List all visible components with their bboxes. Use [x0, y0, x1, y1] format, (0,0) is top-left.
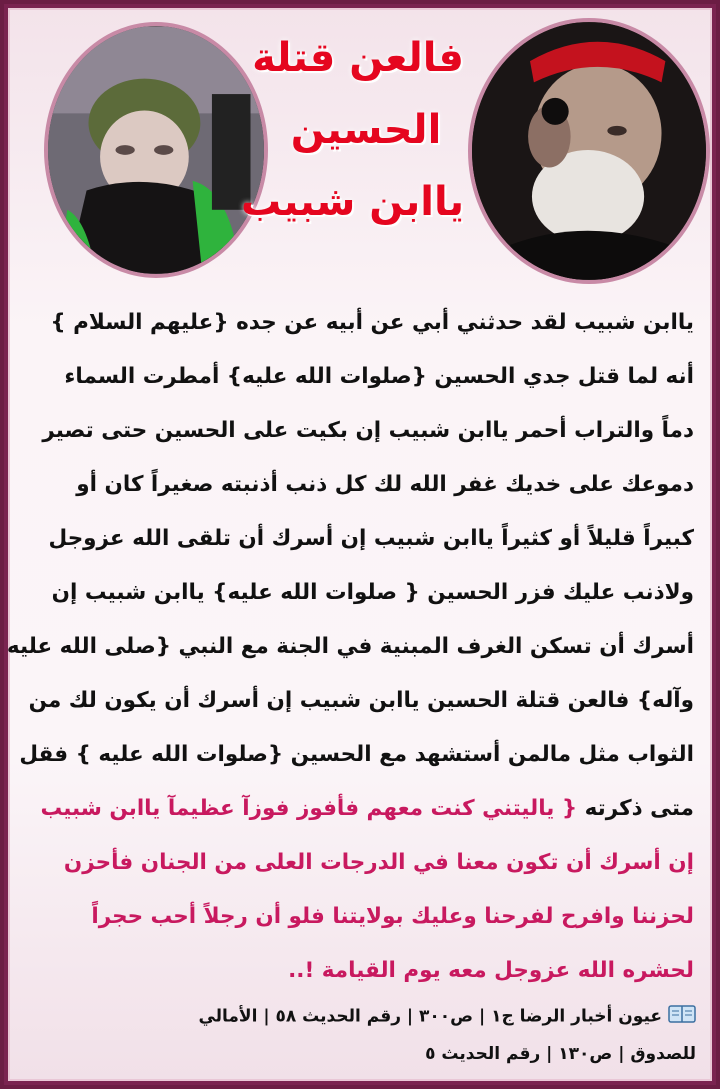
poster-title: [240, 22, 464, 238]
text-line: أسرك أن تسكن الغرف المبنية في الجنة مع النبي {صلى الله عليه: [6, 634, 694, 659]
text-line-mixed: [34, 782, 694, 836]
text-line: ياابن شبيب لقد حدثني أبي عن أبيه عن جده {عليهم السلام }: [50, 310, 694, 335]
text-line: أنه لما قتل جدي الحسين {صلوات الله عليه} أمطرت السماء: [64, 364, 694, 389]
highlighted-text-line: لحشره الله عزوجل معه يوم القيامة !..: [288, 958, 694, 983]
hadith-text: [6, 296, 694, 998]
title-line-3: ياابن شبيب: [240, 179, 464, 225]
text-line: كبيراً قليلاً أو كثيراً ياابن شبيب إن أسرك أن تلقى الله عزوجل: [48, 526, 694, 551]
elderly-woman-portrait: [44, 22, 268, 278]
text-segment: متى ذكرته: [577, 796, 694, 821]
text-line: دموعك على خديك غفر الله لك كل ذنب أذنبته صغيراً كان أو: [76, 472, 694, 497]
highlighted-text-segment: { ياليتني كنت معهم فأفوز فوزآ عظيمآ ياابن شبيب: [40, 796, 578, 821]
highlighted-text-line: لحزننا وافرح لفرحنا وعليك بولايتنا فلو أن رجلاً أحب حجراً: [91, 904, 694, 929]
text-line: ولاذنب عليك فزر الحسين { صلوات الله عليه} ياابن شبيب إن: [51, 580, 694, 605]
text-line: الثواب مثل مالمن أستشهد مع الحسين {صلوات الله عليه } فقل: [19, 742, 694, 767]
text-line: دماً والتراب أحمر ياابن شبيب إن بكيت على الحسين حتى تصير: [42, 418, 694, 443]
elderly-woman-image: [48, 26, 264, 274]
source-citation-line-1: [24, 1004, 696, 1029]
source-text: عيون أخبار الرضا ج١ | ص٣٠٠ | رقم الحديث ٥٨ | الأمالي: [198, 1006, 662, 1027]
elderly-man-portrait: [468, 18, 710, 284]
book-icon: [668, 1004, 696, 1029]
elderly-man-image: [472, 22, 706, 280]
title-line-1: فالعن قتلة: [252, 35, 464, 81]
text-line: وآله} فالعن قتلة الحسين ياابن شبيب إن أسرك أن يكون لك من: [28, 688, 694, 713]
highlighted-text-line: إن أسرك أن تكون معنا في الدرجات العلى من الجنان فأحزن: [63, 850, 694, 875]
title-line-2: الحسين: [290, 107, 442, 153]
source-citation-line-2: للصدوق | ص١٣٠ | رقم الحديث ٥: [425, 1044, 696, 1064]
